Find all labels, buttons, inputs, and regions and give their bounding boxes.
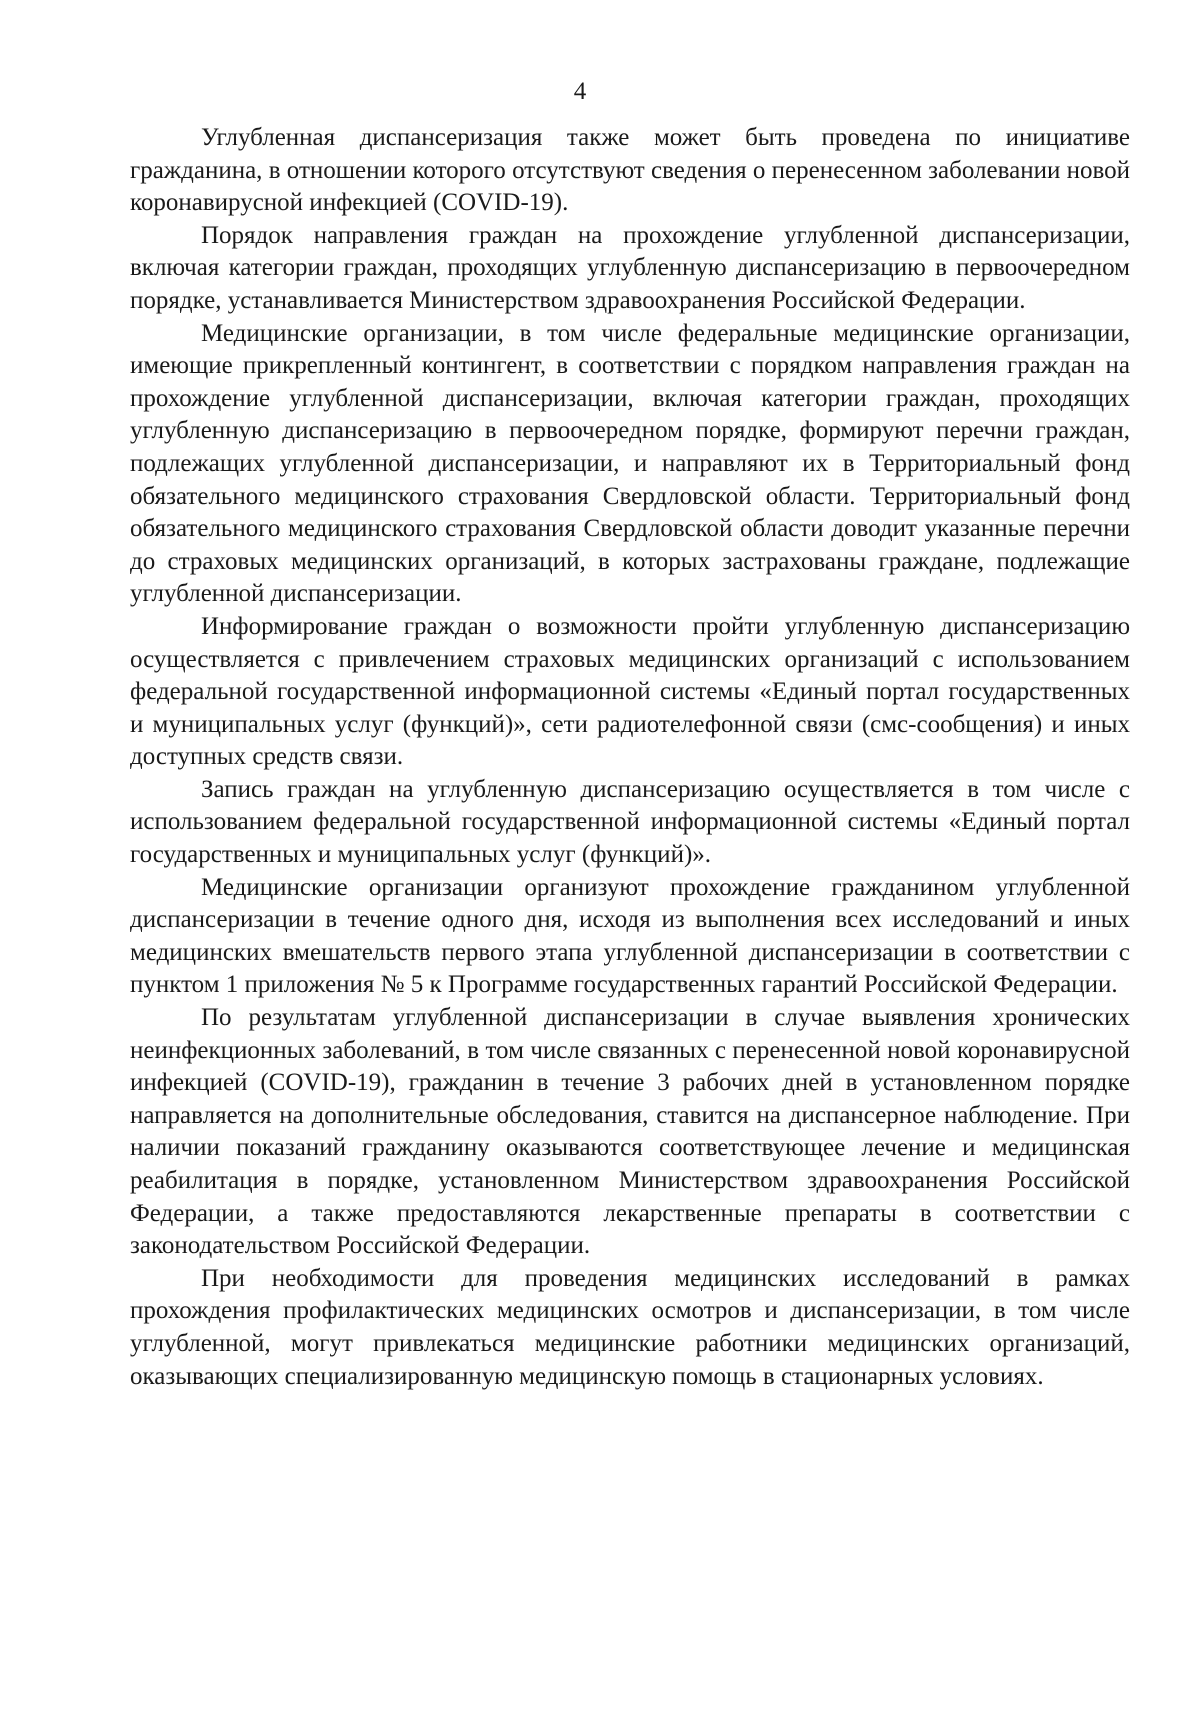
paragraph: Запись граждан на углубленную диспансеризацию осуществляется в том числе с использованием федеральной государственной информационной системы «Единый портал государственных и муниципальных услуг (функций)».	[130, 775, 1130, 869]
paragraph: Информирование граждан о возможности пройти углубленную диспансеризацию осуществляется с привлечением страховых медицинских организаций с использованием федеральной государственной информационной системы «Единый портал государственных и муниципальных услуг (функций)», сети радиотелефонной связи (смс-сообщения) и иных доступных средств связи.	[130, 612, 1130, 771]
paragraph: Углубленная диспансеризация также может быть проведена по инициативе гражданина, в отношении которого отсутствуют сведения о перенесенном заболевании новой коронавирусной инфекцией (COVID-19).	[130, 124, 1130, 217]
paragraph: Медицинские организации организуют прохождение гражданином углубленной диспансеризации в течение одного дня, исходя из выполнения всех исследований и иных медицинских вмешательств первого этапа углубленной диспансеризации в соответствии с пунктом 1 приложения № 5 к Программе государственных гарантий Российской Федерации.	[130, 873, 1130, 999]
paragraph: Порядок направления граждан на прохождение углубленной диспансеризации, включая категории граждан, проходящих углубленную диспансеризацию в первоочередном порядке, устанавливается Министерством здравоохранения Российской Федерации.	[130, 221, 1130, 314]
paragraph: При необходимости для проведения медицинских исследований в рамках прохождения профилактических медицинских осмотров и диспансеризации, в том числе углубленной, могут привлекаться медицинские работники медицинских организаций, оказывающих специализированную медицинскую помощь в стационарных условиях.	[130, 1264, 1130, 1390]
paragraph: По результатам углубленной диспансеризации в случае выявления хронических неинфекционных заболеваний, в том числе связанных с перенесенной новой коронавирусной инфекцией (COVID-19), гражданин в течение 3 рабочих дней в установленном порядке направляется на дополнительные обследования, ставится на диспансерное наблюдение. При наличии показаний гражданину оказываются соответствующее лечение и медицинская реабилитация в порядке, установленном Министерством здравоохранения Российской Федерации, а также предоставляются лекарственные препараты в соответствии с законодательством Российской Федерации.	[130, 1004, 1130, 1260]
paragraph: Медицинские организации, в том числе федеральные медицинские организации, имеющие прикрепленный контингент, в соответствии с порядком направления граждан на прохождение углубленной диспансеризации, включая категории граждан, проходящих углубленную диспансеризацию в первоочередном порядке, формируют перечни граждан, подлежащих углубленной диспансеризации, и направляют их в Территориальный фонд обязательного медицинского страхования Свердловской области. Территориальный фонд обязательного медицинского страхования Свердловской области доводит указанные перечни до страховых медицинских организаций, в которых застрахованы граждане, подлежащие углубленной диспансеризации.	[130, 319, 1130, 608]
document-body	[130, 122, 1130, 1393]
page-number: 4	[573, 78, 587, 105]
